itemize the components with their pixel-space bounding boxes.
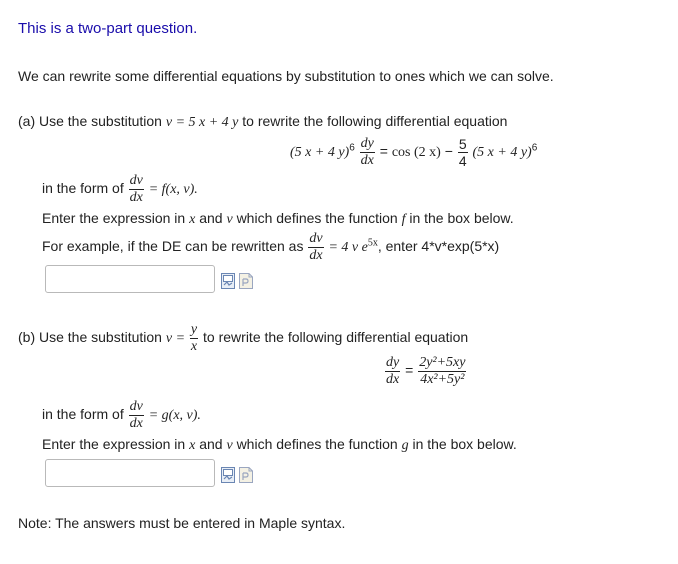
part-b-prompt: (b) Use the substitution v = $\frac{y}{x}$ to rewrite the following differential equation [18, 322, 469, 354]
preview-icon[interactable] [239, 467, 253, 483]
part-a-answer-input[interactable] [45, 265, 215, 293]
part-a-form: in the form of $\frac{dv}{dx}$ = f(x, v). [42, 173, 198, 205]
equation-editor-icon[interactable] [221, 467, 235, 483]
part-a-equation: (5 x + 4 y)$^6$ $\frac{dy}{dx}$ = cos (2 x) − $\frac{5}{4}$ (5 x + 4 y)$^6$ [290, 136, 538, 169]
intro-text: We can rewrite some differential equations by substitution to ones which we can solve. [18, 68, 554, 84]
equation-editor-icon[interactable] [221, 273, 235, 289]
maple-syntax-note: Note: The answers must be entered in Maple syntax. [18, 515, 346, 531]
part-a-instructions: Enter the expression in x and v which defines the function f in the box below. [42, 210, 514, 227]
part-a-prompt: (a) Use the substitution v = 5 x + 4 y to rewrite the following differential equation [18, 113, 508, 130]
preview-icon[interactable] [239, 273, 253, 289]
part-b-answer-input[interactable] [45, 459, 215, 487]
part-b-instructions: Enter the expression in x and v which defines the function g in the box below. [42, 436, 517, 453]
part-a-example: For example, if the DE can be rewritten as $\frac{dv}{dx}$ = 4 v $e^{5x}$, enter 4*v*exp(5*x) [42, 231, 500, 263]
question-title: This is a two-part question. [18, 20, 198, 37]
part-b-form: in the form of $\frac{dv}{dx}$ = g(x, v). [42, 399, 201, 431]
part-b-equation: $\frac{dy}{dx}$ = $\frac{\text{2y²+5xy}}{\text{4x²+5y²}}$ [386, 355, 466, 387]
part-a-substitution: v = 5 x + 4 y [165, 115, 239, 130]
